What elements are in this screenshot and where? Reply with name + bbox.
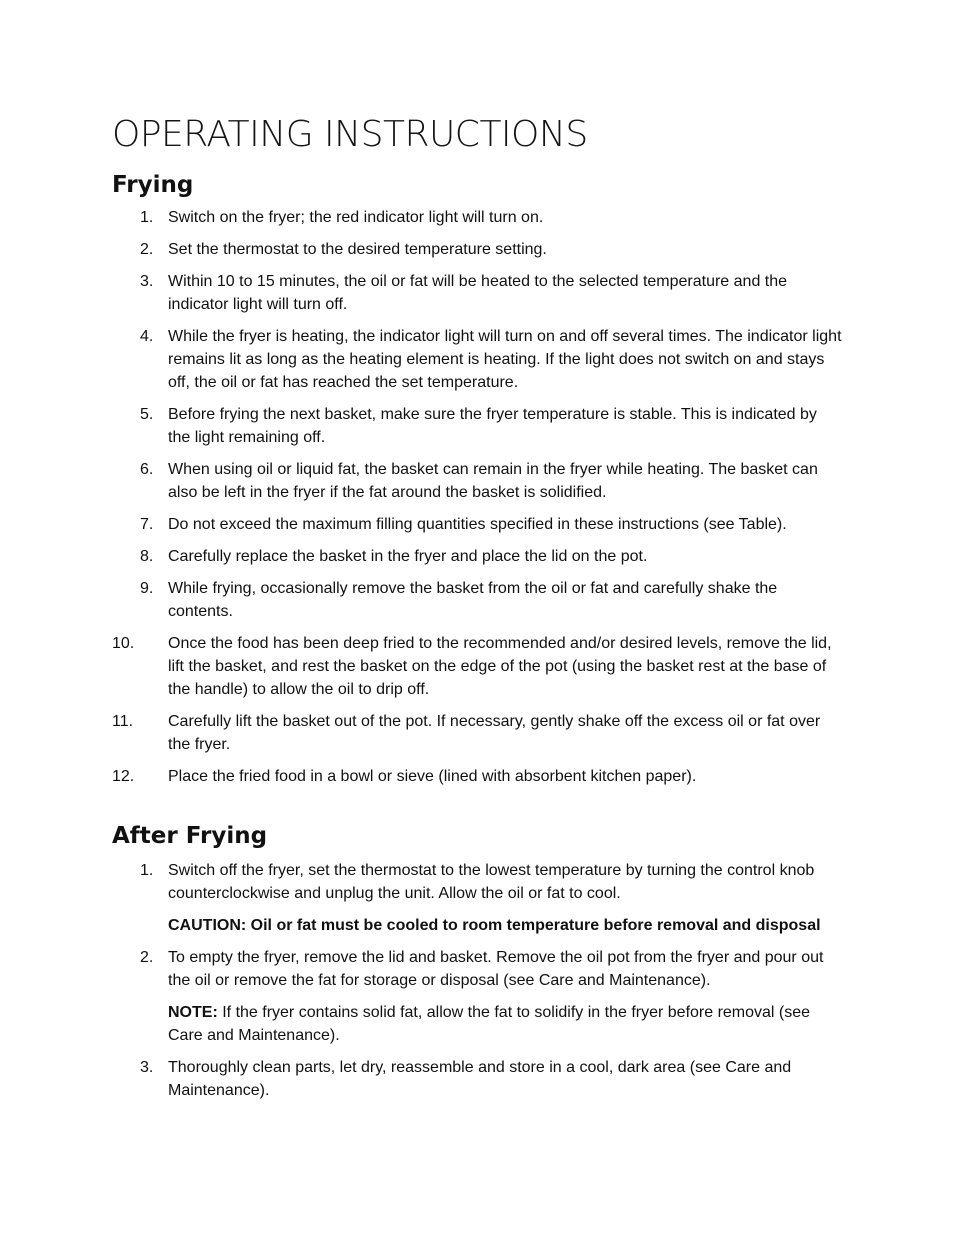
step-text: Once the food has been deep fried to the recommended and/or desired levels, remove the lid, lift the basket, and rest the basket on the edge of the pot (using the basket rest at the base of the handle) to allow the oil to drip off.	[168, 635, 832, 698]
step-text: Carefully lift the basket out of the pot. If necessary, gently shake off the excess oil or fat over the fryer.	[168, 713, 821, 753]
step-number: 7.	[140, 516, 154, 533]
list-item	[112, 206, 842, 229]
step-number: 8.	[140, 548, 154, 565]
page-title: OPERATING INSTRUCTIONS	[112, 114, 588, 155]
step-number: 9.	[140, 580, 154, 597]
list-item	[112, 513, 842, 536]
list-item	[112, 710, 842, 756]
list-item	[112, 577, 842, 623]
list-item	[112, 458, 842, 504]
step-text: Switch off the fryer, set the thermostat to the lowest temperature by turning the control knob counterclockwise and unplug the unit. Allow the oil or fat to cool.	[168, 862, 815, 902]
step-text: While frying, occasionally remove the basket from the oil or fat and carefully shake the contents.	[168, 580, 778, 620]
note-paragraph	[168, 1001, 842, 1047]
list-item	[112, 765, 842, 788]
step-number: 2.	[140, 241, 154, 258]
step-number: 10.	[112, 635, 135, 652]
frying-steps-list	[112, 206, 842, 788]
section-heading-after-frying: After Frying	[112, 823, 268, 849]
after-frying-steps-list	[112, 859, 842, 1102]
list-item	[112, 403, 842, 449]
list-item	[112, 1056, 842, 1102]
step-text: Switch on the fryer; the red indicator light will turn on.	[168, 209, 544, 226]
step-text: Set the thermostat to the desired temperature setting.	[168, 241, 547, 258]
step-number: 3.	[140, 1059, 154, 1076]
step-number: 4.	[140, 328, 154, 345]
step-number: 1.	[140, 862, 154, 879]
list-item	[112, 545, 842, 568]
step-text: While the fryer is heating, the indicator light will turn on and off several times. The indicator light remains lit as long as the heating element is heating. If the light does not switch on and stays off, the oil or fat has reached the set temperature.	[168, 328, 842, 391]
note-label: NOTE:	[168, 1004, 218, 1021]
list-item	[112, 325, 842, 394]
list-item	[112, 632, 842, 701]
note-text: If the fryer contains solid fat, allow the fat to solidify in the fryer before removal (see Care and Maintenance).	[168, 1004, 811, 1044]
step-text: Do not exceed the maximum filling quantities specified in these instructions (see Table).	[168, 516, 787, 533]
step-text: Place the fried food in a bowl or sieve (lined with absorbent kitchen paper).	[168, 768, 697, 785]
step-number: 2.	[140, 949, 154, 966]
step-text: When using oil or liquid fat, the basket can remain in the fryer while heating. The basket can also be left in the fryer if the fat around the basket is solidified.	[168, 461, 818, 501]
list-item	[112, 270, 842, 316]
list-item	[112, 859, 842, 937]
step-number: 11.	[112, 713, 134, 730]
step-text: To empty the fryer, remove the lid and basket. Remove the oil pot from the fryer and pour out the oil or remove the fat for storage or disposal (see Care and Maintenance).	[168, 949, 824, 989]
step-number: 6.	[140, 461, 154, 478]
step-number: 1.	[140, 209, 154, 226]
step-number: 12.	[112, 768, 135, 785]
caution-text: CAUTION: Oil or fat must be cooled to room temperature before removal and disposal	[168, 917, 821, 934]
document-page	[112, 112, 842, 1102]
step-number: 5.	[140, 406, 154, 423]
step-number: 3.	[140, 273, 154, 290]
step-text: Carefully replace the basket in the fryer and place the lid on the pot.	[168, 548, 648, 565]
step-text: Thoroughly clean parts, let dry, reassemble and store in a cool, dark area (see Care and Maintenance).	[168, 1059, 792, 1099]
list-item	[112, 238, 842, 261]
list-item	[112, 946, 842, 1047]
step-text: Before frying the next basket, make sure the fryer temperature is stable. This is indicated by the light remaining off.	[168, 406, 817, 446]
section-heading-frying: Frying	[112, 172, 194, 198]
step-text: Within 10 to 15 minutes, the oil or fat will be heated to the selected temperature and the indicator light will turn off.	[168, 273, 788, 313]
